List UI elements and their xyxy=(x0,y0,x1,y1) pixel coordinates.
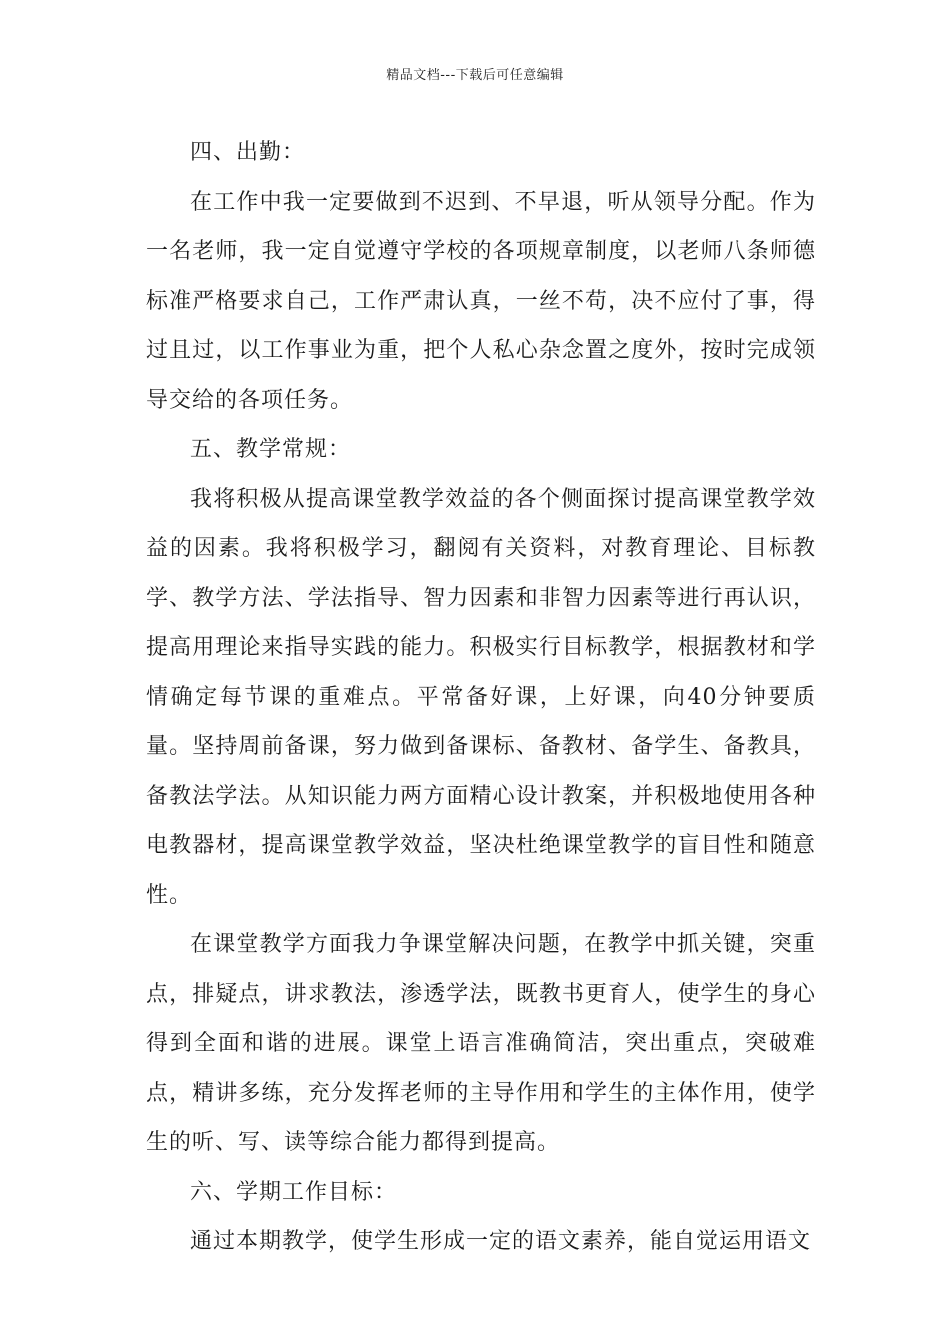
section-heading-goals: 六、学期工作目标： xyxy=(190,1179,398,1205)
section-heading-attendance: 四、出勤： xyxy=(190,140,306,165)
teaching-paragraph-2: 在课堂教学方面我力争课堂解决问题，在教学中抓关键，突重点，排疑点，讲求教法，渗透学法，既教书更育人，使学生的身心得到全面和谐的进展。课堂上语言准确简洁，突出重点，突破难点，精讲多练，充分发挥老师的主导作用和学生的主体作用，使学生的听、写、读等综合能力都得到提高。 xyxy=(146,932,816,1155)
teaching-paragraph-1: 我将积极从提高课堂教学效益的各个侧面探讨提高课堂教学效益的因素。我将积极学习，翻阅有关资料，对教育理论、目标教学、教学方法、学法指导、智力因素和非智力因素等进行再认识，提高用理论来指导实践的能力。积极实行目标教学，根据教材和学情确定每节课的重难点。平常备好课，上好课，向40分钟要质量。坚持周前备课，努力做到备课标、备教材、备学生、备教具，备教法学法。从知识能力两方面精心设计教案，并积极地使用各种电教器材，提高课堂教学效益，坚决杜绝课堂教学的盲目性和随意性。 xyxy=(146,486,816,908)
goals-paragraph: 通过本期教学，使学生形成一定的语文素养，能自觉运用语文 xyxy=(190,1229,812,1254)
document-body xyxy=(146,128,816,1267)
attendance-paragraph: 在工作中我一定要做到不迟到、不早退，听从领导分配。作为一名老师，我一定自觉遵守学校的各项规章制度，以老师八条师德标准严格要求自己，工作严肃认真，一丝不苟，决不应付了事，得过且过，以工作事业为重，把个人私心杂念置之度外，按时完成领导交给的各项任务。 xyxy=(146,189,816,413)
section-heading-teaching: 五、教学常规： xyxy=(190,437,352,462)
page-header: 精品文档---下载后可任意编辑 xyxy=(386,68,564,83)
